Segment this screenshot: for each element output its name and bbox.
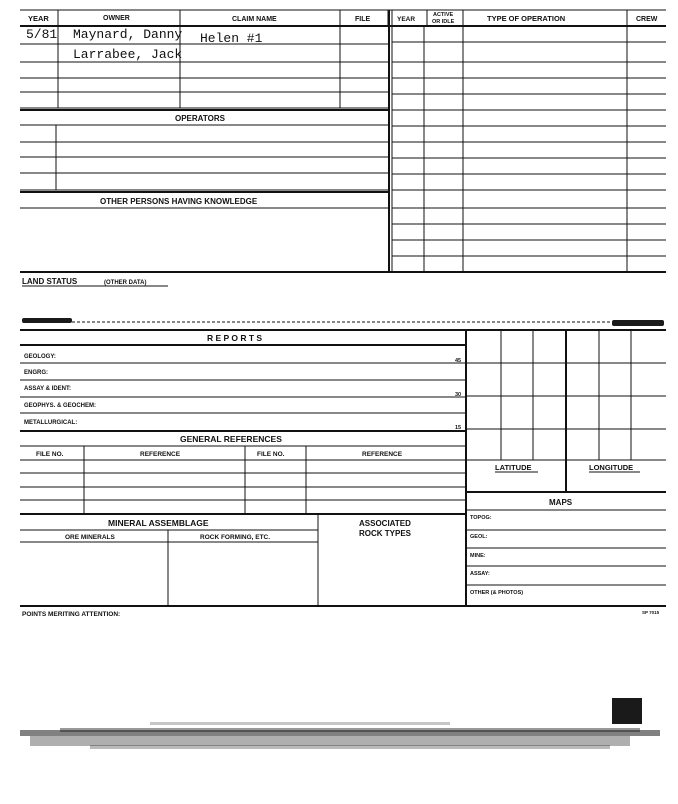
refs-file-no-1: FILE NO. bbox=[36, 451, 64, 458]
latitude-label: LATITUDE bbox=[495, 463, 532, 472]
section-reports: R E P O R T S bbox=[207, 333, 263, 343]
general-references-section bbox=[20, 434, 466, 514]
header-owner: OWNER bbox=[103, 15, 130, 22]
refs-file-no-2: FILE NO. bbox=[257, 451, 285, 458]
maps-topog: TOPOG: bbox=[470, 515, 492, 521]
ore-minerals-label: ORE MINERALS bbox=[65, 534, 115, 541]
maps-other: OTHER (& PHOTOS) bbox=[470, 590, 524, 596]
entry-claim-name: Helen #1 bbox=[200, 31, 263, 46]
land-status-sub: (OTHER DATA) bbox=[104, 280, 147, 286]
refs-reference-2: REFERENCE bbox=[362, 451, 403, 458]
section-mineral-assemblage: MINERAL ASSEMBLAGE bbox=[108, 518, 209, 528]
maps-label: MAPS bbox=[549, 498, 573, 507]
owner-claim-table bbox=[20, 10, 666, 272]
header-file: FILE bbox=[355, 16, 371, 23]
maps-geol: GEOL: bbox=[470, 534, 488, 540]
section-general-references: GENERAL REFERENCES bbox=[180, 434, 282, 444]
maps-section bbox=[466, 498, 666, 596]
mineral-assemblage-section bbox=[20, 514, 666, 606]
report-num-15: 15 bbox=[455, 425, 462, 431]
report-num-45: 45 bbox=[455, 358, 462, 364]
report-assay: ASSAY & IDENT: bbox=[24, 386, 72, 392]
maps-assay: ASSAY: bbox=[470, 571, 490, 577]
entry-owner-1: Maynard, Danny bbox=[73, 27, 183, 42]
lat-long-grid bbox=[466, 330, 666, 492]
entry-owner-2: Larrabee, Jack bbox=[73, 47, 183, 62]
associated-label-1: ASSOCIATED bbox=[359, 519, 411, 528]
longitude-label: LONGITUDE bbox=[589, 463, 634, 472]
report-engrg: ENGRG: bbox=[24, 370, 48, 376]
maps-mine: MINE: bbox=[470, 553, 486, 559]
land-status-label: LAND STATUS bbox=[22, 277, 78, 286]
section-operators: OPERATORS bbox=[175, 114, 225, 123]
report-num-30: 30 bbox=[455, 392, 462, 398]
section-other-persons: OTHER PERSONS HAVING KNOWLEDGE bbox=[100, 197, 258, 206]
header-year-2: YEAR bbox=[397, 16, 416, 23]
header-type-of-operation: TYPE OF OPERATION bbox=[487, 14, 566, 23]
associated-label-2: ROCK TYPES bbox=[359, 529, 412, 538]
rock-forming-label: ROCK FORMING, ETC. bbox=[200, 534, 271, 541]
report-metallurgical: METALLURGICAL: bbox=[24, 420, 78, 426]
scan-smudge bbox=[20, 698, 660, 749]
report-geophys: GEOPHYS. & GEOCHEM: bbox=[24, 403, 97, 409]
form-number: SP 7015 bbox=[642, 610, 660, 615]
header-crew: CREW bbox=[636, 16, 658, 23]
header-year: YEAR bbox=[28, 14, 49, 23]
reports-section bbox=[20, 330, 666, 606]
entry-year: 5/81 bbox=[26, 27, 58, 42]
refs-reference-1: REFERENCE bbox=[140, 451, 181, 458]
header-or-idle: OR IDLE bbox=[432, 19, 455, 25]
header-claim-name: CLAIM NAME bbox=[232, 16, 277, 23]
points-meriting-attention: POINTS MERITING ATTENTION: bbox=[22, 611, 121, 618]
report-geology: GEOLOGY: bbox=[24, 354, 56, 360]
header-active: ACTIVE bbox=[433, 12, 454, 18]
